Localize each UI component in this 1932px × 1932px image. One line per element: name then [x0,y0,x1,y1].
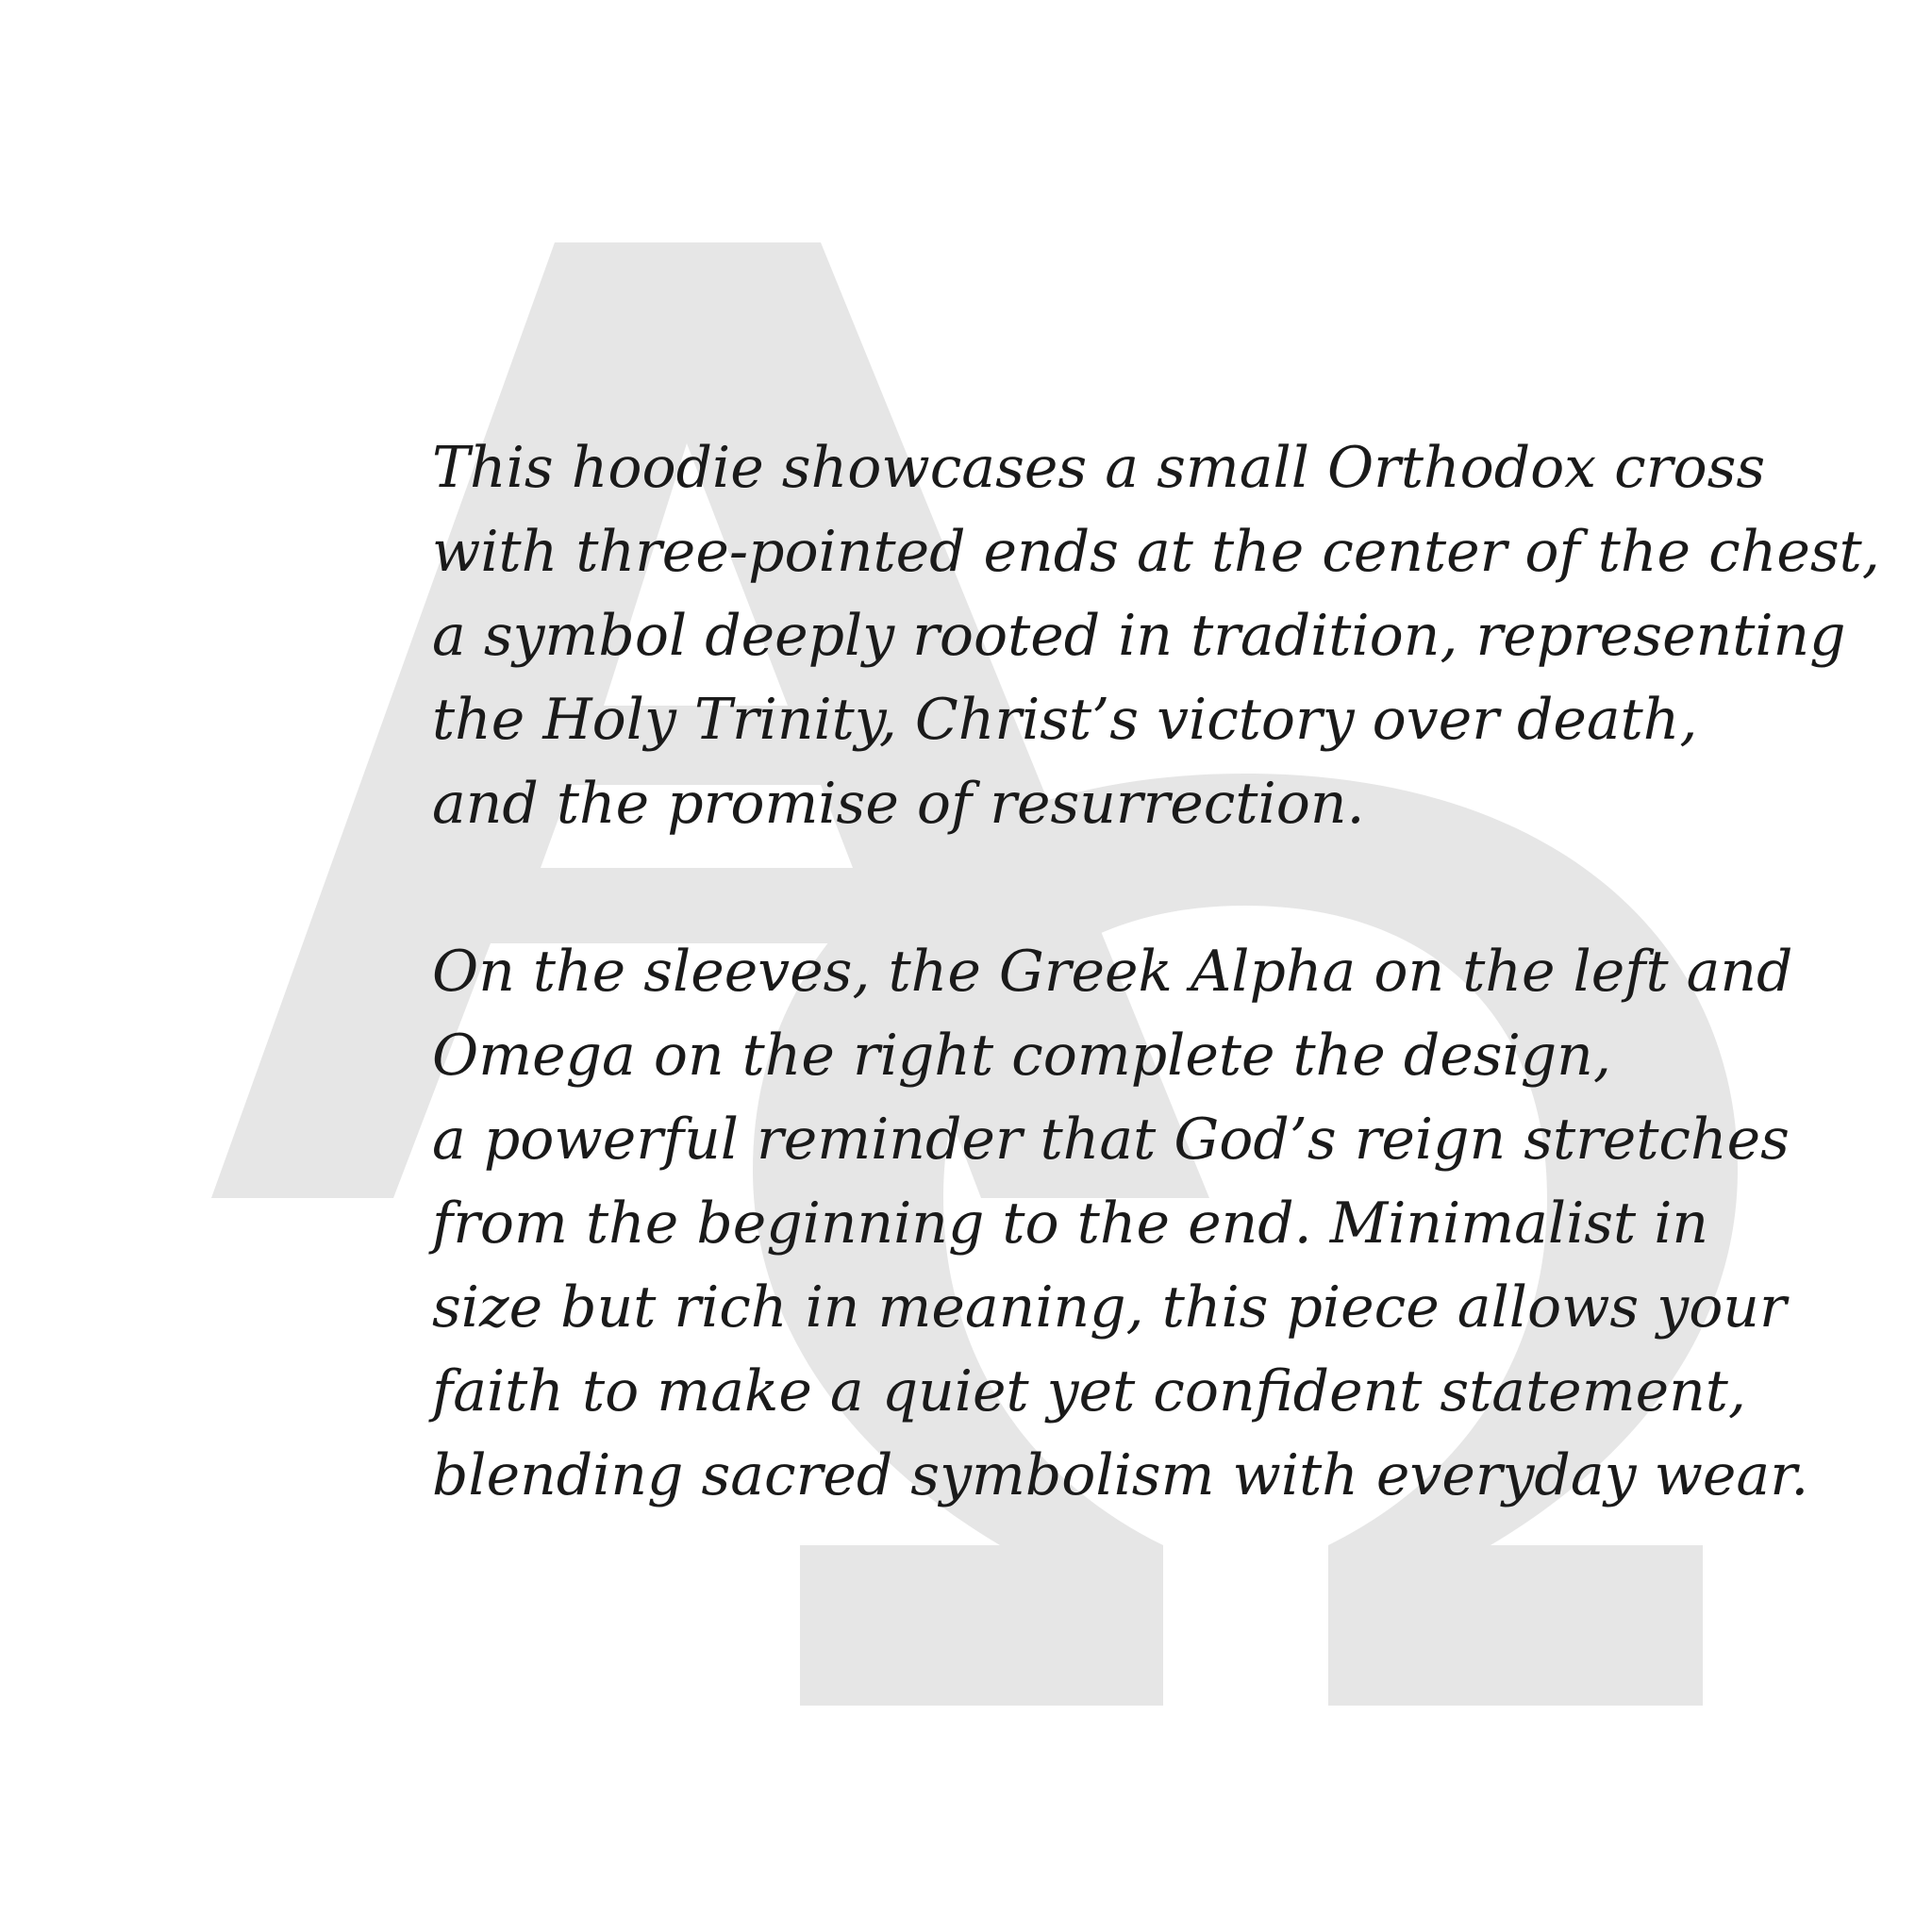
text-line: On the sleeves, the Greek Alpha on the left and [432,939,1793,1005]
paragraph-sleeves [432,930,1809,1518]
text-line: Omega on the right complete the design, [432,1023,1611,1089]
text-line: size but rich in meaning, this piece allows your [432,1274,1787,1341]
text-line: a powerful reminder that God’s reign stretches [432,1107,1790,1173]
text-line: with three-pointed ends at the center of the chest, [432,519,1880,585]
text-line: a symbol deeply rooted in tradition, representing [432,603,1846,669]
text-line: from the beginning to the end. Minimalist in [432,1191,1709,1257]
text-line: and the promise of resurrection. [432,771,1365,837]
text-line: the Holy Trinity, Christ’s victory over death, [432,687,1698,753]
text-line: blending sacred symbolism with everyday wear. [432,1442,1809,1508]
paragraph-cross [432,426,1880,846]
description-text [432,426,1880,1518]
text-line: This hoodie showcases a small Orthodox cross [432,435,1766,501]
text-line: faith to make a quiet yet confident statement, [432,1358,1746,1424]
